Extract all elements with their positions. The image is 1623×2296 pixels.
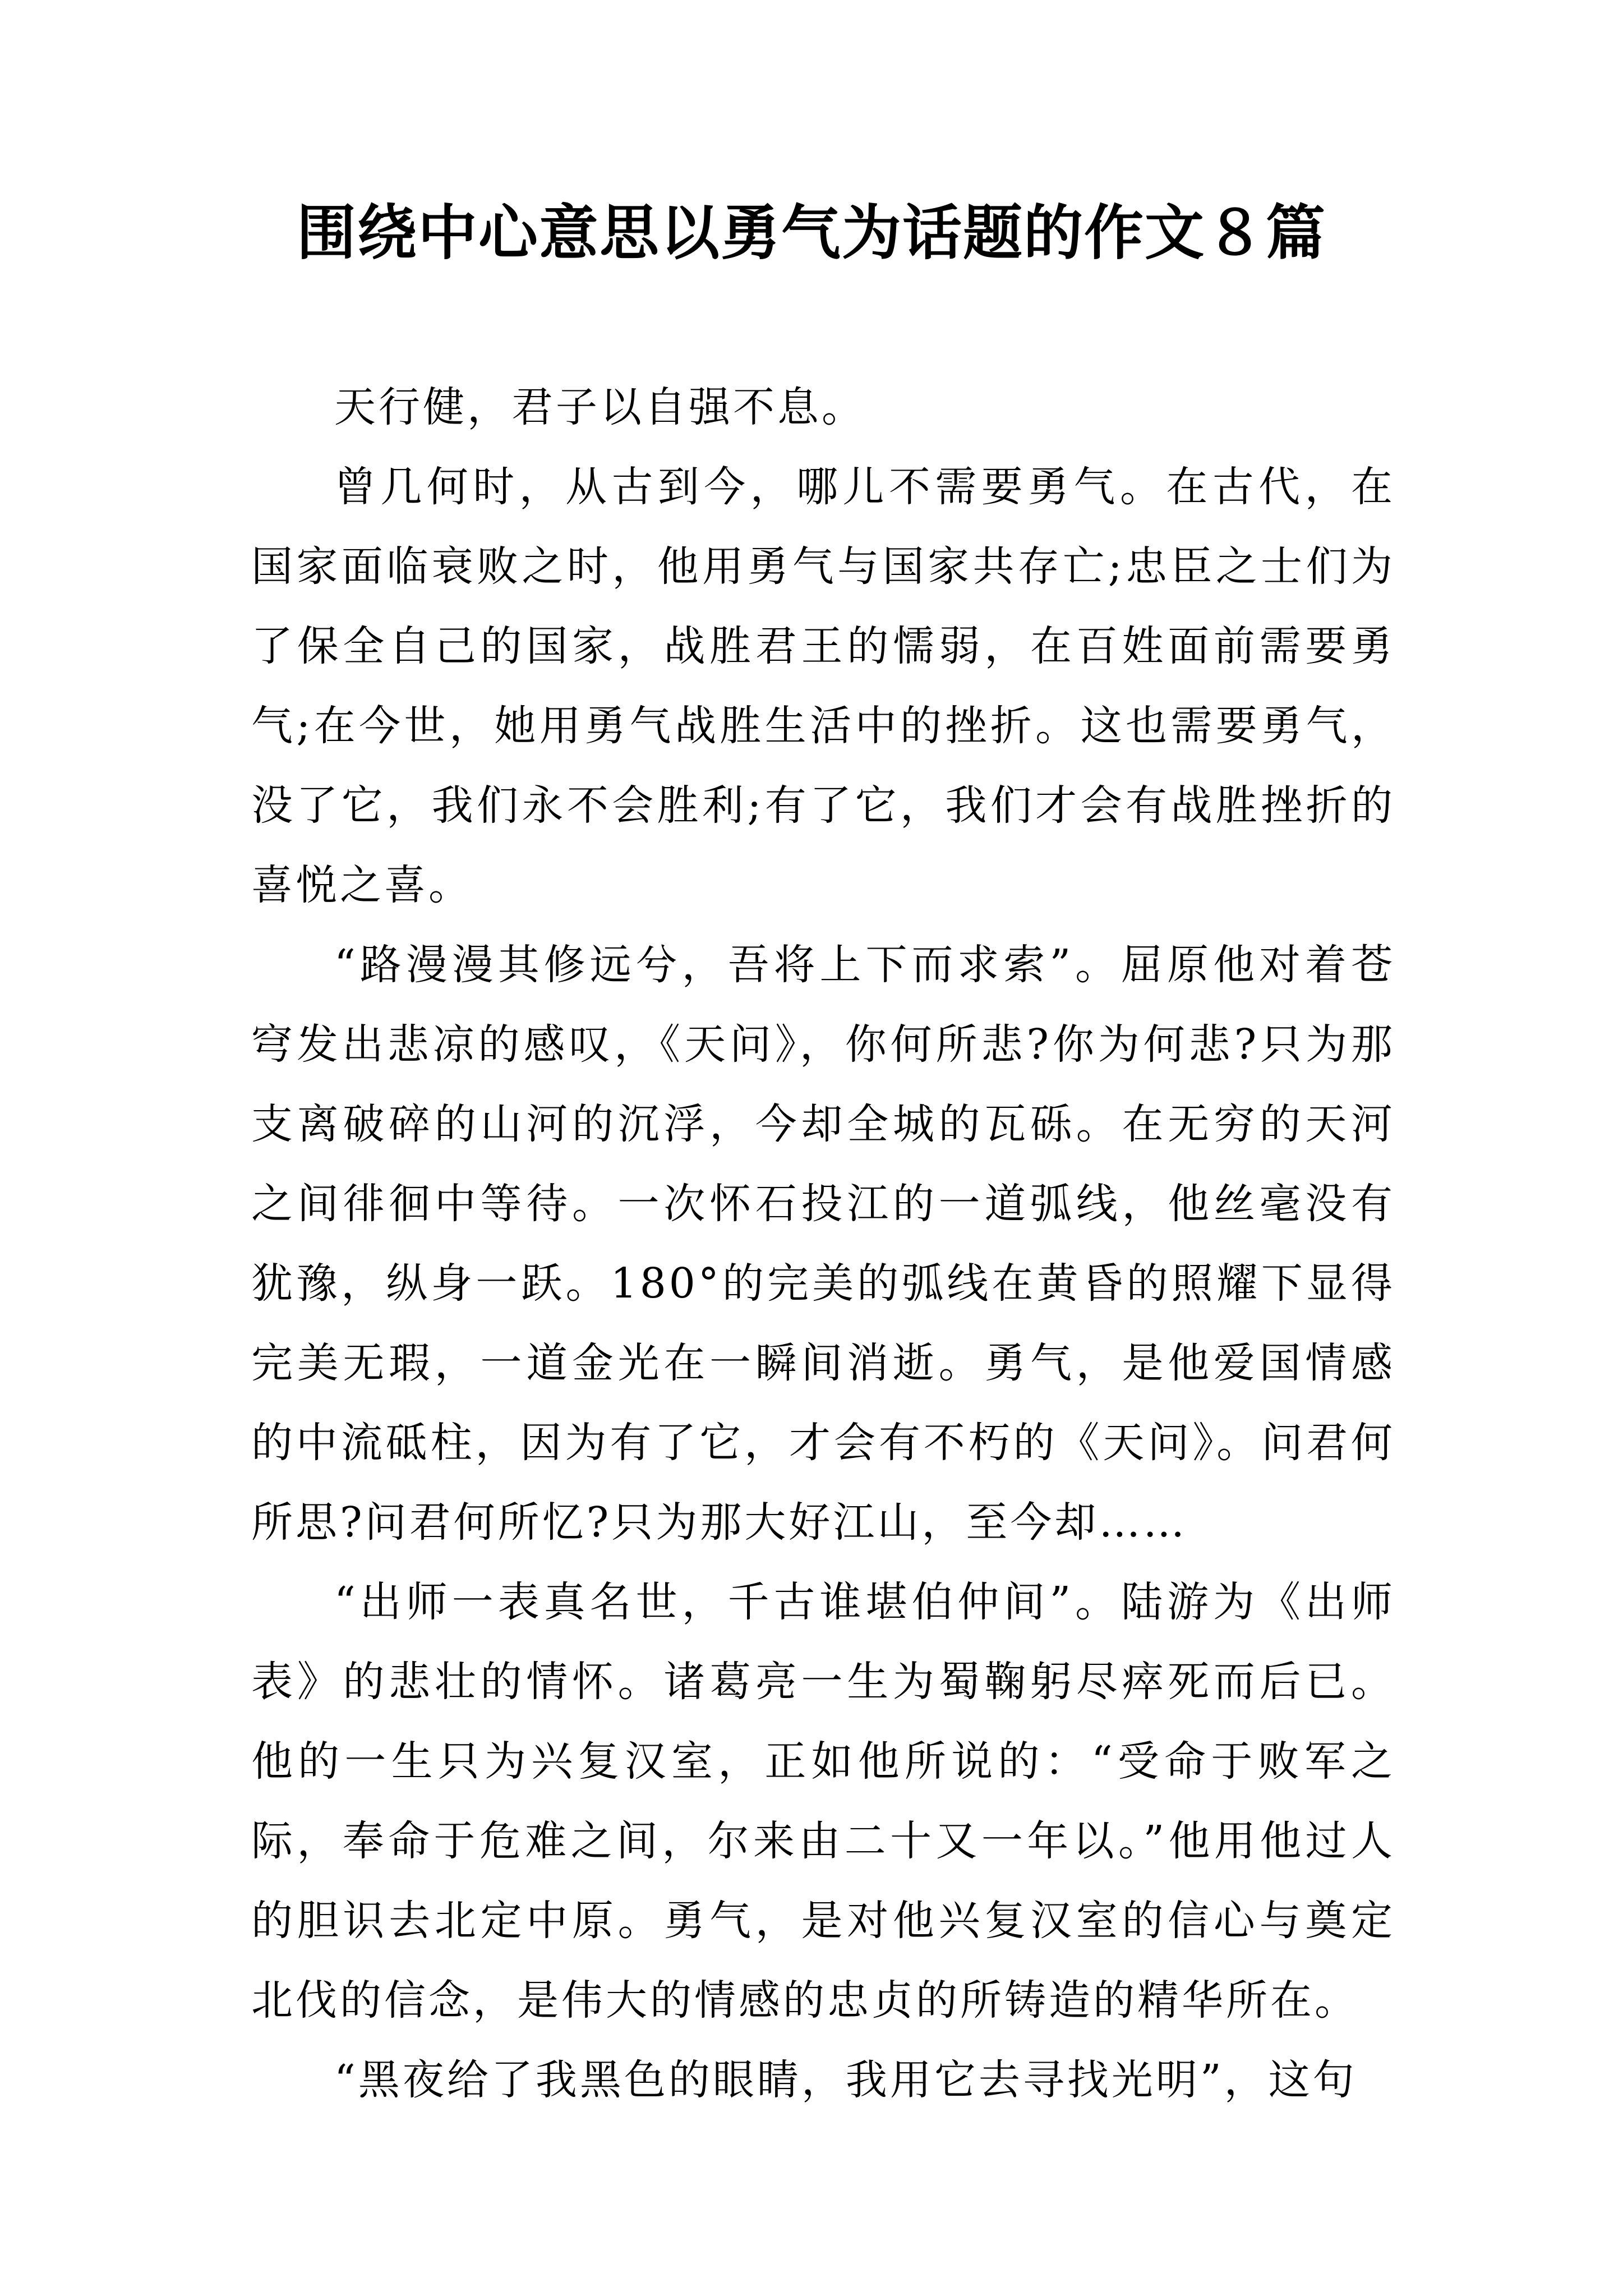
- paragraph-4: “出师一表真名世，千古谁堪伯仲间”。陆游为《出师表》的悲壮的情怀。诸葛亮一生为蜀鞠躬尽瘁死而后已。他的一生只为兴复汉室，正如他所说的：“受命于败军之际，奉命于危难之间，尔来由二十又一年以。”他用他过人的胆识去北定中原。勇气，是对他兴复汉室的信心与奠定北伐的信念，是伟大的情感的忠贞的所铸造的精华所在。: [251, 1578, 1395, 2024]
- document-title: 围绕中心意思以勇气为话题的作文８篇: [297, 197, 1326, 268]
- paragraph-2: 曾几何时，从古到今，哪儿不需要勇气。在古代，在国家面临衰败之时，他用勇气与国家共存亡;忠臣之士们为了保全自己的国家，战胜君王的懦弱，在百姓面前需要勇气;在今世，她用勇气战胜生活中的挫折。这也需要勇气，没了它，我们永不会胜利;有了它，我们才会有战胜挫折的喜悦之喜。: [251, 463, 1395, 909]
- paragraph-1: 天行健，君子以自强不息。: [334, 383, 866, 431]
- document-body: [251, 367, 1395, 2120]
- paragraph-3: “路漫漫其修远兮，吾将上下而求索”。屈原他对着苍穹发出悲凉的感叹，《天问》，你何所悲?你为何悲?只为那支离破碎的山河的沉浮，今却全城的瓦砾。在无穷的天河之间徘徊中等待。一次怀石投江的一道弧线，他丝毫没有犹豫，纵身一跃。180°的完美的弧线在黄昏的照耀下显得完美无瑕，一道金光在一瞬间消逝。勇气，是他爱国情感的中流砥柱，因为有了它，才会有不朽的《天问》。问君何所思?问君何所忆?只为那大好江山，至今却……: [251, 941, 1395, 1547]
- paragraph-5: “黑夜给了我黑色的眼睛，我用它去寻找光明”，这句: [334, 2056, 1357, 2104]
